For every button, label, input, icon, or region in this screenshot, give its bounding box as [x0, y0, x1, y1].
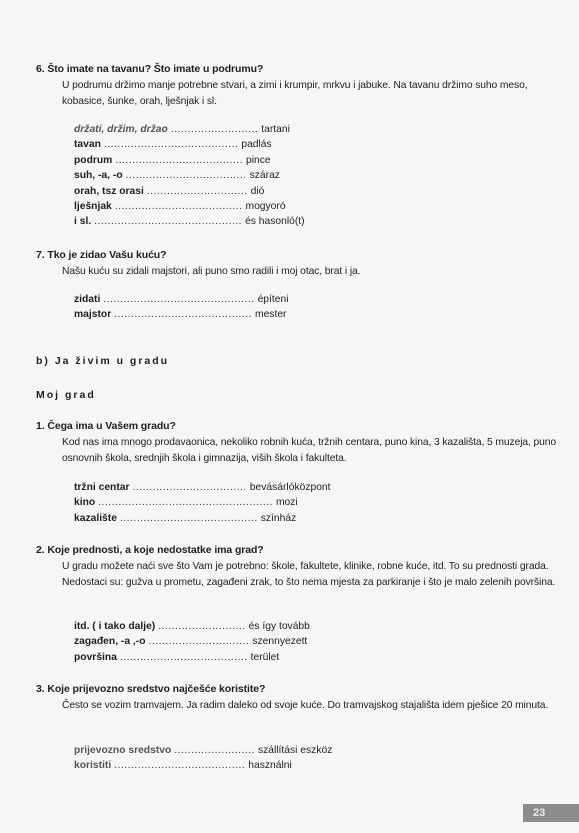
- vocab-meaning: tartani: [261, 124, 290, 135]
- vocab-term: zidati: [74, 294, 101, 305]
- vocab-term: koristiti: [74, 760, 112, 772]
- vocab-row: [74, 201, 434, 216]
- vocab-term: tavan: [74, 139, 101, 151]
- vocab-list-g1: [74, 482, 434, 528]
- answer-g1: Kod nas ima mnogo prodavaonica, nekoliko robnih kuća, tržnih centara, puno kina, 3 kazališta, 5 muzeja, puno osnovnih škola, srednjih škola i gimnazija, viših škola i fakulteta.: [62, 437, 557, 464]
- leader-dots: .............................................: [103, 294, 255, 305]
- question-6: 6. Što imate na tavanu? Što imate u podrumu?: [36, 63, 264, 75]
- vocab-meaning: használni: [248, 760, 292, 772]
- vocab-row: [74, 139, 434, 154]
- leader-dots: ........................: [174, 745, 255, 756]
- section-subtitle: Moj grad: [36, 389, 96, 401]
- vocab-meaning: padlás: [241, 139, 272, 151]
- vocab-list-6: [74, 124, 434, 232]
- leader-dots: .........................................: [114, 309, 252, 321]
- leader-dots: .........................................: [119, 512, 258, 524]
- vocab-row: [74, 513, 434, 528]
- vocab-meaning: bevásárlóközpont: [249, 482, 331, 493]
- vocab-list-g3: [74, 745, 434, 776]
- question-g1: 1. Čega ima u Vašem gradu?: [36, 420, 176, 432]
- vocab-term: zagađen, -a ,-o: [74, 636, 146, 648]
- vocab-meaning: és hasonló(t): [245, 216, 305, 228]
- vocab-list-7: [74, 294, 434, 325]
- vocab-list-g2: [74, 621, 434, 667]
- vocab-row: [74, 309, 434, 324]
- vocab-row: [74, 745, 434, 760]
- answer-g3: Često se vozim tramvajem. Ja radim daleko od svoje kuće. Do tramvajskog stajališta idem pješice 20 minuta.: [62, 700, 549, 711]
- leader-dots: ..................................: [132, 482, 247, 493]
- vocab-term: prijevozno sredstvo: [74, 745, 172, 756]
- leader-dots: ....................................................: [98, 497, 273, 509]
- answer-6: U podrumu držimo manje potrebne stvari, a zimi i krumpir, mrkvu i jabuke. Na tavanu držimo suho meso, kobasice, šunke, orah, lješnjak i sl.: [62, 80, 528, 107]
- vocab-term: lješnjak: [74, 200, 112, 212]
- vocab-term: suh, -a, -o: [74, 170, 123, 182]
- vocab-meaning: pince: [246, 154, 271, 166]
- leader-dots: ............................................: [94, 216, 243, 228]
- vocab-term: kazalište: [74, 512, 117, 524]
- page-number: 23: [523, 804, 579, 822]
- leader-dots: .......................................: [114, 760, 246, 772]
- vocab-term: majstor: [74, 309, 112, 321]
- vocab-row: [74, 652, 434, 667]
- leader-dots: ......................................: [114, 200, 243, 212]
- vocab-row: [74, 621, 434, 636]
- vocab-term: i sl.: [74, 216, 92, 228]
- vocab-meaning: építeni: [257, 294, 289, 305]
- vocab-row: [74, 294, 434, 309]
- question-g3: 3. Koje prijevozno sredstvo najčešće koristite?: [36, 683, 266, 695]
- vocab-meaning: száraz: [249, 170, 280, 182]
- leader-dots: ......................................: [119, 651, 248, 663]
- vocab-meaning: mogyoró: [245, 200, 286, 212]
- vocab-term: orah, tsz orasi: [74, 185, 144, 197]
- vocab-row: [74, 636, 434, 651]
- vocab-row: [74, 482, 434, 497]
- vocab-row: [74, 170, 434, 185]
- vocab-row: [74, 155, 434, 170]
- vocab-term: kino: [74, 497, 96, 509]
- vocab-meaning: terület: [250, 651, 280, 663]
- leader-dots: ..........................: [170, 124, 259, 135]
- vocab-meaning: szennyezett: [252, 636, 308, 648]
- answer-g2: U gradu možete naći sve što Vam je potrebno: škole, fakultete, klinike, robne kuće, itd. To su prednosti grada. Nedostaci su: gužva u prometu, zagađeni zrak, to što nema mjesta za parkiranje i što je malo zelenih površina.: [62, 561, 556, 588]
- vocab-row: [74, 186, 434, 201]
- leader-dots: ..............................: [146, 185, 248, 197]
- vocab-meaning: színház: [260, 512, 297, 524]
- leader-dots: ........................................: [103, 139, 239, 151]
- leader-dots: ..............................: [148, 636, 250, 648]
- leader-dots: ....................................: [125, 170, 247, 182]
- answer-7: Našu kuću su zidali majstori, ali puno smo radili i moj otac, brat i ja.: [62, 266, 361, 277]
- question-7: 7. Tko je zidao Vašu kuću?: [36, 249, 167, 261]
- vocab-row: [74, 216, 434, 231]
- section-title: b) Ja živim u gradu: [36, 355, 170, 367]
- vocab-meaning: dió: [250, 185, 265, 197]
- vocab-term: držati, držim, držao: [74, 124, 168, 135]
- vocab-term: tržni centar: [74, 482, 130, 493]
- vocab-meaning: és így tovább: [248, 621, 310, 632]
- question-g2: 2. Koje prednosti, a koje nedostatke ima grad?: [36, 544, 264, 556]
- vocab-row: [74, 124, 434, 139]
- leader-dots: ..........................: [158, 621, 246, 632]
- vocab-meaning: mester: [255, 309, 287, 321]
- vocab-term: itd. ( i tako dalje): [74, 621, 156, 632]
- leader-dots: ......................................: [115, 154, 244, 166]
- vocab-term: površina: [74, 651, 117, 663]
- vocab-meaning: mozi: [275, 497, 298, 509]
- vocab-term: podrum: [74, 154, 113, 166]
- vocab-meaning: szállítási eszköz: [257, 745, 333, 756]
- vocab-row: [74, 497, 434, 512]
- vocab-row: [74, 760, 434, 775]
